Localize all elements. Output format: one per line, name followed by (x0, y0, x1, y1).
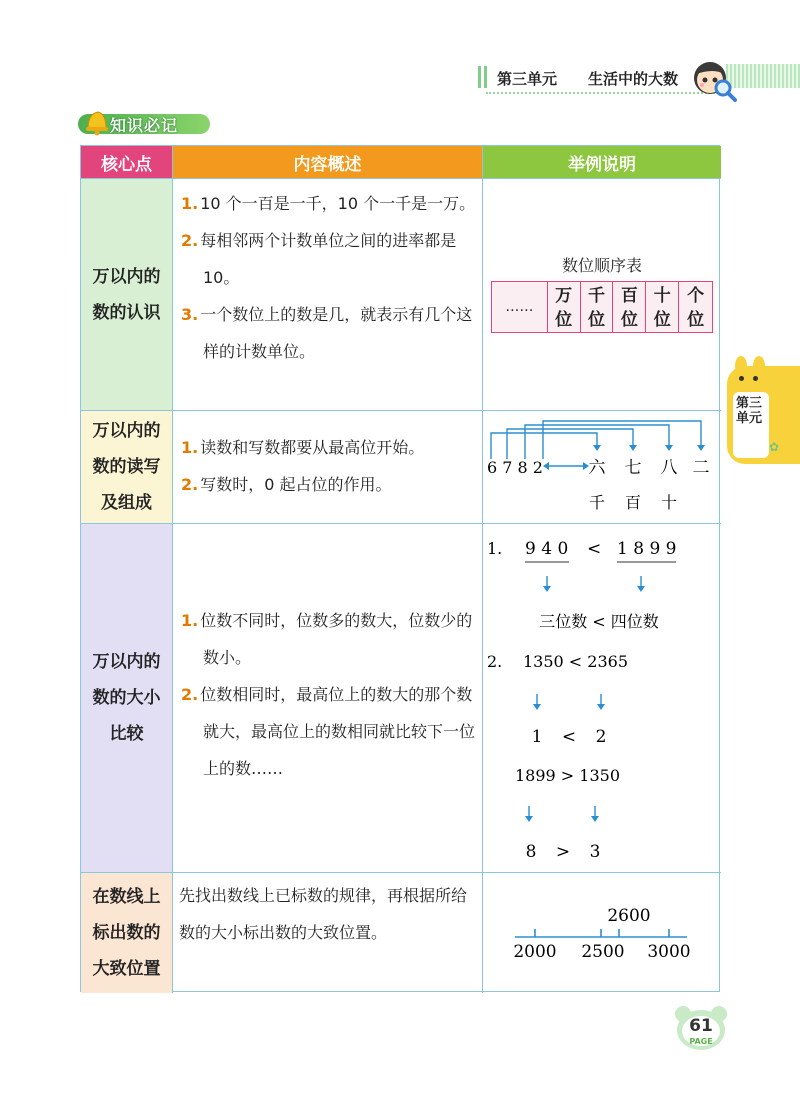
example-cell (483, 524, 721, 873)
header-bars (478, 66, 488, 88)
list-item: 1. 读数和写数都要从最高位开始。 (181, 438, 425, 457)
core-text: 数的认识 (92, 302, 161, 323)
knowledge-table (80, 145, 720, 992)
core-text: 在数线上 (92, 887, 161, 907)
tick-label: 3000 (647, 942, 691, 962)
section-title-badge (78, 108, 210, 134)
tick-label: 2500 (581, 942, 625, 962)
compare-digit: 2 (595, 727, 607, 747)
example-cell (483, 873, 721, 993)
core-text: 大致位置 (92, 959, 161, 979)
content-cell (173, 873, 483, 993)
number-6782: 6 7 8 2 (487, 458, 543, 477)
compare-result: 三位数 < 四位数 (539, 612, 659, 631)
core-cell (81, 524, 173, 873)
compare-diagram (483, 524, 721, 873)
core-text: 万以内的 (92, 421, 161, 441)
core-text: 数的大小 (92, 688, 161, 708)
unit-side-tab (727, 356, 800, 464)
place-value-col: 个位 (687, 286, 705, 330)
marked-number: 2600 (607, 906, 651, 926)
content-cell (173, 524, 483, 873)
page-number: 61 (689, 1016, 713, 1036)
side-tab-label: 第三单元 (735, 396, 762, 426)
list-item: 1. 10 个一百是一千，10 个一千是一万。 (181, 194, 476, 213)
list-item-text: 一个数位上的数是几，就表示有几个这样的计数单位。 (200, 305, 473, 361)
core-cell (81, 411, 173, 524)
place-value-col: 千位 (581, 282, 614, 332)
header-content: 内容概述 (173, 146, 483, 179)
list-item-text: 10 个一百是一千，10 个一千是一万。 (200, 194, 476, 213)
compare-digit: 1 (531, 727, 543, 747)
example-cell (483, 411, 721, 524)
magnifier-mascot-icon (690, 58, 738, 102)
place-value-table (491, 281, 713, 333)
number-line-diagram (483, 873, 721, 993)
place-value-col: 十位 (646, 282, 679, 332)
list-item: 2. 写数时，0 起占位的作用。 (181, 475, 392, 494)
compare-op: < (587, 539, 602, 559)
tab-eye (739, 376, 744, 381)
place-value-col: 万位 (548, 282, 581, 332)
list-item: 1. 位数不同时，位数多的数大，位数少的数小。 (181, 611, 473, 667)
core-cell (81, 873, 173, 993)
header-dotted-line (486, 92, 718, 94)
read-write-diagram (483, 411, 721, 524)
list-item-text: 位数相同时，最高位上的数大的那个数就大，最高位上的数相同就比较下一位上的数…… (200, 685, 476, 778)
bell-icon (82, 108, 112, 136)
tab-eye (753, 376, 758, 381)
compare-digit: < (561, 727, 577, 747)
place-value-caption: 数位顺序表 (561, 256, 642, 275)
read-digit: 二 (692, 458, 710, 478)
clover-icon: ✿ (769, 440, 780, 454)
page-number-badge (674, 1002, 728, 1052)
header-unit: 第三单元 (497, 70, 558, 88)
core-text: 及组成 (101, 493, 152, 513)
tick-label: 2000 (513, 942, 557, 962)
list-item: 2. 每相邻两个计数单位之间的进率都是 10。 (181, 231, 457, 287)
read-unit: 千 (588, 493, 606, 512)
list-item-text: 每相邻两个计数单位之间的进率都是 10。 (200, 231, 457, 287)
example-label: 2. (487, 652, 503, 671)
read-digit: 八 (660, 458, 678, 478)
place-value-col: …… (492, 282, 548, 332)
core-text: 万以内的 (92, 266, 161, 287)
list-item-text: 位数不同时，位数多的数大，位数少的数小。 (200, 611, 473, 667)
core-text: 比较 (109, 724, 144, 744)
compare-b: 1 8 9 9 (617, 539, 677, 559)
header-title: 生活中的大数 (588, 70, 679, 88)
read-unit: 十 (660, 493, 678, 512)
core-text: 标出数的 (92, 923, 161, 943)
list-item-text: 写数时，0 起占位的作用。 (200, 475, 392, 494)
core-cell (81, 179, 173, 411)
content-text: 先找出数线上已标数的规律，再根据所给数的大小标出数的大致位置。 (179, 886, 468, 942)
core-text: 万以内的 (92, 652, 161, 672)
example-cell (483, 179, 721, 411)
compare-digit: > (555, 842, 571, 862)
header-example: 举例说明 (483, 146, 721, 179)
read-unit: 百 (624, 493, 642, 512)
place-value-col: 百位 (613, 282, 646, 332)
header-core: 核心点 (81, 146, 173, 179)
core-text: 数的读写 (92, 457, 161, 477)
compare-digit: 3 (589, 842, 601, 862)
list-item-text: 读数和写数都要从最高位开始。 (200, 438, 425, 457)
content-cell (173, 179, 483, 411)
list-item: 3. 一个数位上的数是几，就表示有几个这样的计数单位。 (181, 305, 473, 361)
compare-line: 1899 > 1350 (515, 766, 621, 785)
compare-a: 9 4 0 (525, 539, 569, 559)
section-title: 知识必记 (110, 116, 179, 135)
read-digit: 六 (588, 458, 606, 478)
list-item: 2. 位数相同时，最高位上的数大的那个数就大，最高位上的数相同就比较下一位上的数…… (181, 685, 476, 778)
page-label: PAGE (689, 1037, 713, 1046)
compare-line: 1350 < 2365 (523, 652, 629, 671)
example-label: 1. (487, 539, 503, 558)
compare-digit: 8 (525, 842, 537, 862)
read-digit: 七 (624, 458, 642, 478)
content-cell (173, 411, 483, 524)
